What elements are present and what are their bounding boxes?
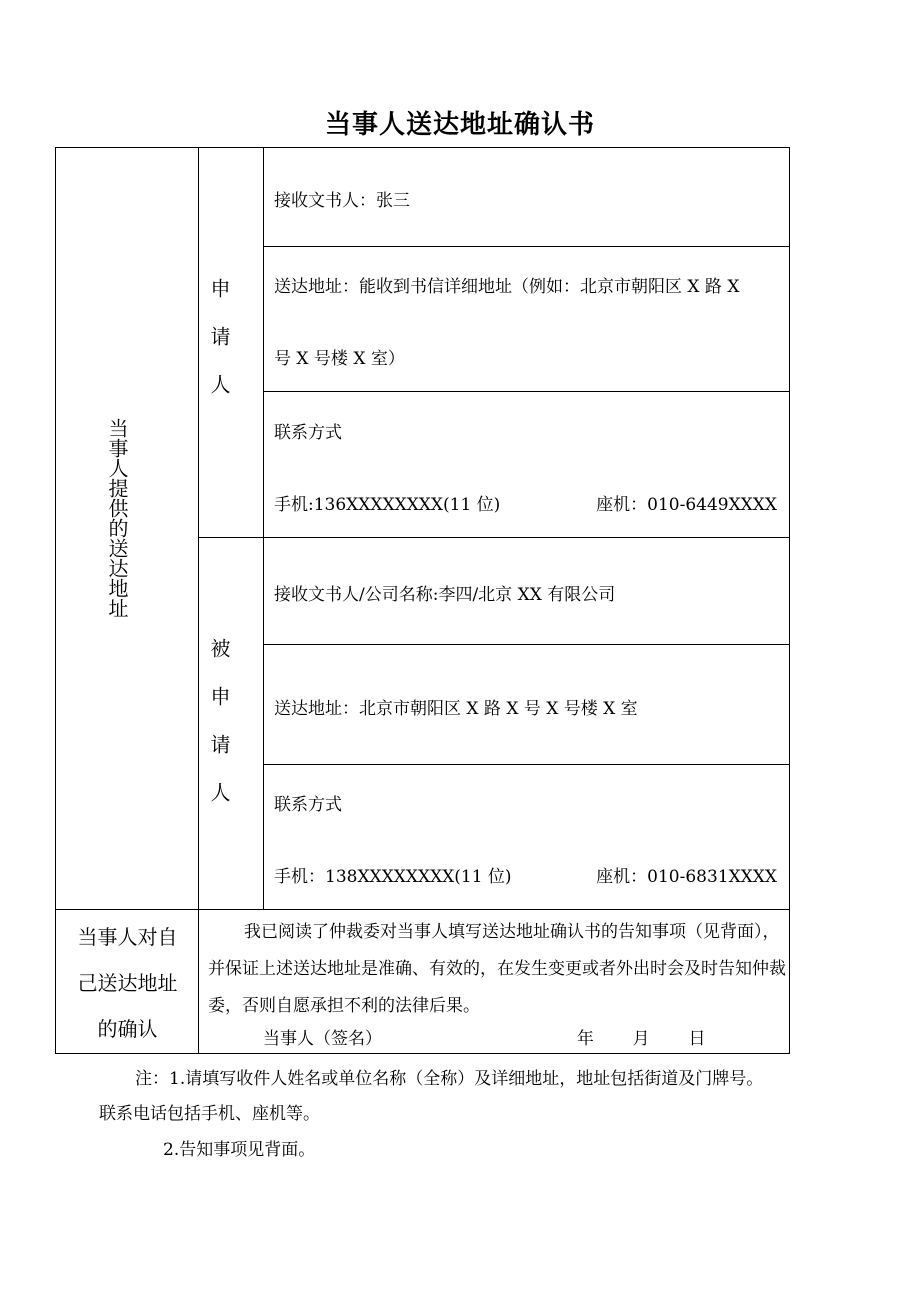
note-line-1: 注：1.请填写收件人姓名或单位名称（全称）及详细地址，地址包括街道及门牌号。 <box>135 1069 764 1089</box>
divider <box>198 537 789 538</box>
respondent-label: 被申请人 <box>207 638 231 830</box>
respondent-address: 送达地址：北京市朝阳区 X 路 X 号 X 号楼 X 室 <box>274 699 638 719</box>
applicant-label: 申请人 <box>207 278 231 422</box>
document-title: 当事人送达地址确认书 <box>324 110 595 140</box>
date-day: 日 <box>688 1029 706 1049</box>
confirmation-label <box>56 910 199 1055</box>
date-year: 年 <box>576 1029 594 1049</box>
divider <box>264 764 789 765</box>
signature-label: 当事人（签名） <box>263 1029 382 1049</box>
applicant-recipient: 接收文书人：张三 <box>274 191 410 211</box>
applicant-mobile: 手机:136XXXXXXXX(11 位) <box>274 495 501 515</box>
applicant-address-line2: 号 X 号楼 X 室） <box>274 349 405 369</box>
address-confirmation-form <box>55 147 790 1054</box>
section-label: 当事人提供的送达地址 <box>105 418 129 618</box>
date-month: 月 <box>632 1029 650 1049</box>
respondent-contact-label: 联系方式 <box>274 795 342 815</box>
applicant-contact-label: 联系方式 <box>274 423 342 443</box>
divider <box>263 148 264 909</box>
divider <box>264 246 789 247</box>
respondent-phone-row <box>274 862 777 887</box>
divider <box>264 391 789 392</box>
confirmation-label-text: 当事人对自己送达地址的确认 <box>77 924 178 1041</box>
respondent-landline: 座机：010-6831XXXX <box>596 867 777 887</box>
applicant-phone-row <box>274 490 777 515</box>
applicant-address-line1: 送达地址：能收到书信详细地址（例如：北京市朝阳区 X 路 X <box>274 277 740 297</box>
applicant-landline: 座机：010-6449XXXX <box>596 495 777 515</box>
respondent-mobile: 手机：138XXXXXXXX(11 位) <box>274 867 512 887</box>
confirmation-statement: 我已阅读了仲裁委对当事人填写送达地址确认书的告知事项（见背面），并保证上述送达地址是准确、有效的，在发生变更或者外出时会及时告知仲裁委，否则自愿承担不利的法律后果。 <box>208 922 786 1016</box>
respondent-recipient: 接收文书人/公司名称:李四/北京 XX 有限公司 <box>274 585 616 605</box>
note-line-3: 2.告知事项见背面。 <box>163 1140 316 1160</box>
signature-row <box>263 1024 705 1049</box>
note-line-2: 联系电话包括手机、座机等。 <box>99 1104 320 1124</box>
divider <box>264 644 789 645</box>
